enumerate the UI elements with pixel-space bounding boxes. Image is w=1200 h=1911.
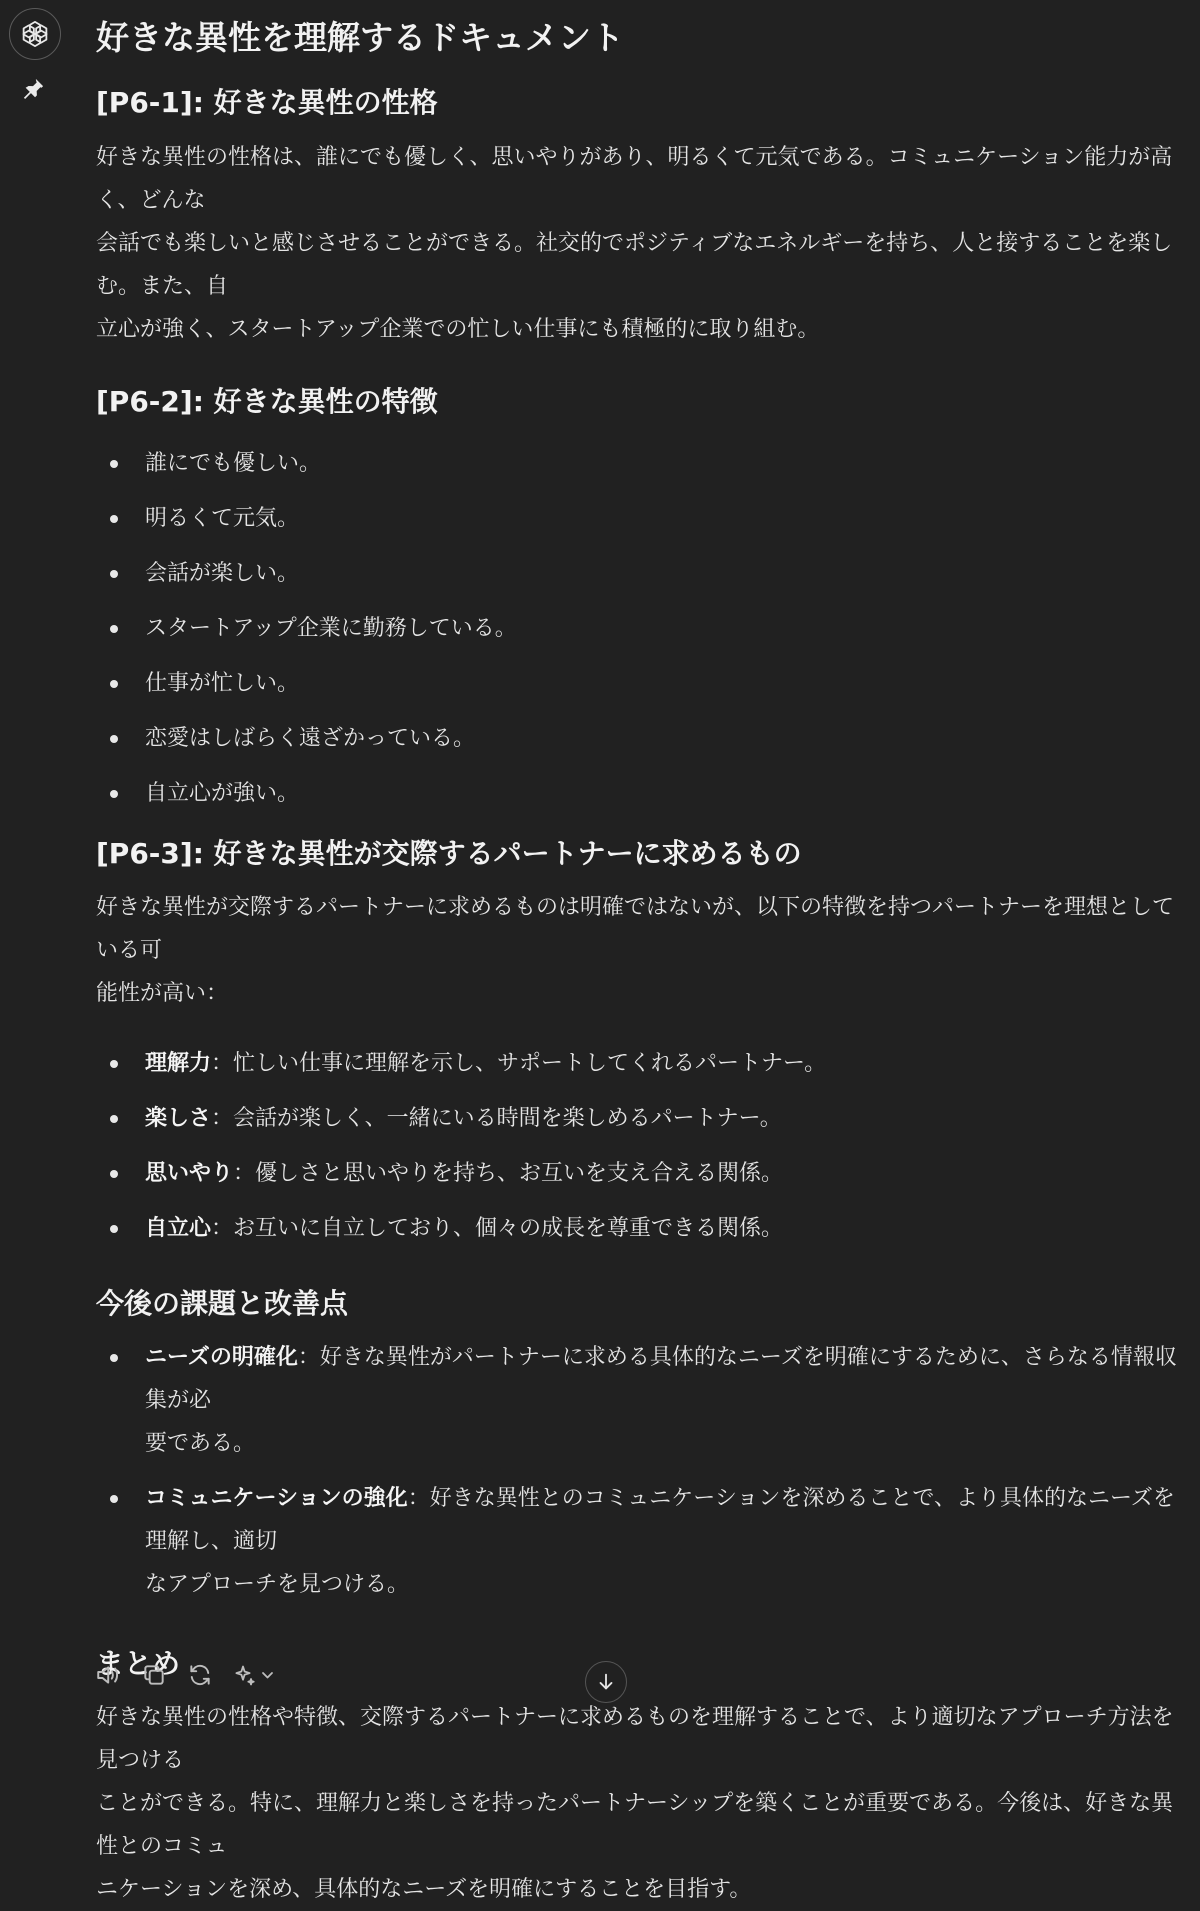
bullet-icon [110, 790, 118, 798]
list-item [96, 1146, 1188, 1201]
paragraph-line: 会話でも楽しいと感じさせることができる。社交的でポジティブなエネルギーを持ち、人と接することを楽しむ。また、自 [96, 231, 1173, 299]
partner-needs-paragraph [96, 886, 1188, 1015]
arrow-down-icon [595, 1671, 617, 1693]
list-item-text: 優しさと思いやりを持ち、お互いを支え合える関係。 [255, 1161, 784, 1186]
list-item-text: 好きな異性とのコミュニケーションを深めることで、より具体的なニーズを理解し、適切 [145, 1486, 1175, 1554]
list-item-text: 仕事が忙しい。 [145, 671, 300, 696]
message-action-toolbar [94, 1660, 280, 1690]
list-item-text: スタートアップ企業に勤務している。 [145, 616, 517, 641]
bullet-icon [110, 1170, 118, 1178]
list-item [96, 1201, 1188, 1256]
scroll-down-button[interactable] [585, 1661, 627, 1703]
list-item-line: 要である。 [145, 1431, 256, 1456]
assistant-avatar [9, 8, 61, 60]
term-label: 楽しさ [145, 1106, 212, 1131]
paragraph-line: 能性が高い： [96, 981, 229, 1006]
bullet-icon [110, 1225, 118, 1233]
list-item [96, 601, 1188, 656]
bullet-icon [110, 460, 118, 468]
list-item [96, 711, 1188, 766]
read-aloud-button[interactable] [94, 1661, 122, 1689]
list-item-text: 恋愛はしばらく遠ざかっている。 [145, 726, 476, 751]
section-title-summary: まとめ [96, 1647, 181, 1680]
bullet-icon [110, 735, 118, 743]
list-item-text: 明るくて元気。 [145, 506, 300, 531]
paragraph-line: 立心が強く、スタートアップ企業での忙しい仕事にも積極的に取り組む。 [96, 317, 820, 342]
list-item [96, 1477, 1188, 1606]
bullet-icon [110, 1060, 118, 1068]
list-item-text: 誰にでも優しい。 [145, 451, 322, 476]
bullet-icon [110, 1495, 118, 1503]
list-item [96, 656, 1188, 711]
partner-needs-list [96, 1036, 1188, 1256]
features-list [96, 436, 1188, 821]
list-item-text: お互いに自立しており、個々の成長を尊重できる関係。 [233, 1216, 784, 1241]
term-separator: ： [211, 1216, 234, 1241]
term-label: 思いやり [145, 1161, 234, 1186]
list-item-text: 会話が楽しい。 [145, 561, 300, 586]
list-item [96, 1036, 1188, 1091]
list-item-text: 自立心が強い。 [145, 781, 300, 806]
term-separator: ： [211, 1051, 234, 1076]
section-title-personality: [P6-1]: 好きな異性の性格 [96, 86, 438, 119]
summary-paragraph [96, 1696, 1188, 1911]
left-rail [0, 0, 78, 1729]
list-item-text: 好きな異性がパートナーに求める具体的なニーズを明確にするために、さらなる情報収集が必 [145, 1345, 1177, 1413]
list-item-line [145, 1477, 1188, 1563]
copy-icon [141, 1662, 167, 1688]
bullet-icon [110, 515, 118, 523]
list-item [96, 436, 1188, 491]
list-item-line [145, 1336, 1188, 1422]
term-label: 理解力 [145, 1051, 212, 1076]
term-separator: ： [233, 1161, 256, 1186]
term-separator: ： [297, 1345, 320, 1370]
paragraph-line: ことができる。特に、理解力と楽しさを持ったパートナーシップを築くことが重要である。今後は、好きな異性とのコミュ [96, 1791, 1174, 1859]
term-label: 自立心 [145, 1216, 212, 1241]
list-item-text: 会話が楽しく、一緒にいる時間を楽しめるパートナー。 [233, 1106, 782, 1131]
speaker-icon [95, 1662, 121, 1688]
chevron-down-icon [263, 1673, 272, 1678]
section-title-challenges: 今後の課題と改善点 [96, 1287, 349, 1320]
bullet-icon [110, 1354, 118, 1362]
paragraph-line: 好きな異性が交際するパートナーに求めるものは明確ではないが、以下の特徴を持つパートナーを理想としている可 [96, 895, 1175, 963]
section-title-partner-needs: [P6-3]: 好きな異性が交際するパートナーに求めるもの [96, 837, 802, 870]
term-label: ニーズの明確化 [145, 1345, 298, 1370]
openai-logo-icon [20, 19, 50, 49]
list-item-text: 忙しい仕事に理解を示し、サポートしてくれるパートナー。 [233, 1051, 827, 1076]
copy-button[interactable] [140, 1661, 168, 1689]
paragraph-line: 好きな異性の性格や特徴、交際するパートナーに求めるものを理解することで、より適切なアプローチ方法を見つける [96, 1705, 1174, 1773]
list-item [96, 1091, 1188, 1146]
term-separator: ： [407, 1486, 430, 1511]
sparkle-icon [233, 1662, 279, 1688]
bullet-icon [110, 625, 118, 633]
list-item [96, 766, 1188, 821]
term-separator: ： [211, 1106, 234, 1131]
bullet-icon [110, 570, 118, 578]
refresh-icon [187, 1662, 213, 1688]
term-label: コミュニケーションの強化 [145, 1486, 408, 1511]
bullet-icon [110, 1115, 118, 1123]
list-item [96, 1336, 1188, 1465]
model-switcher-button[interactable] [232, 1661, 280, 1689]
personality-paragraph [96, 136, 1188, 351]
paragraph-line: 好きな異性の性格は、誰にでも優しく、思いやりがあり、明るくて元気である。コミュニケーション能力が高く、どんな [96, 145, 1173, 213]
pin-icon[interactable] [20, 76, 46, 102]
section-title-features: [P6-2]: 好きな異性の特徴 [96, 385, 438, 418]
bullet-icon [110, 680, 118, 688]
challenges-list [96, 1336, 1188, 1606]
list-item-line: なアプローチを見つける。 [145, 1572, 410, 1597]
list-item [96, 491, 1188, 546]
assistant-message-content [96, 12, 1188, 1911]
list-item [96, 546, 1188, 601]
regenerate-button[interactable] [186, 1661, 214, 1689]
paragraph-line: ニケーションを深め、具体的なニーズを明確にすることを目指す。 [96, 1877, 752, 1902]
document-title: 好きな異性を理解するドキュメント [96, 18, 624, 57]
